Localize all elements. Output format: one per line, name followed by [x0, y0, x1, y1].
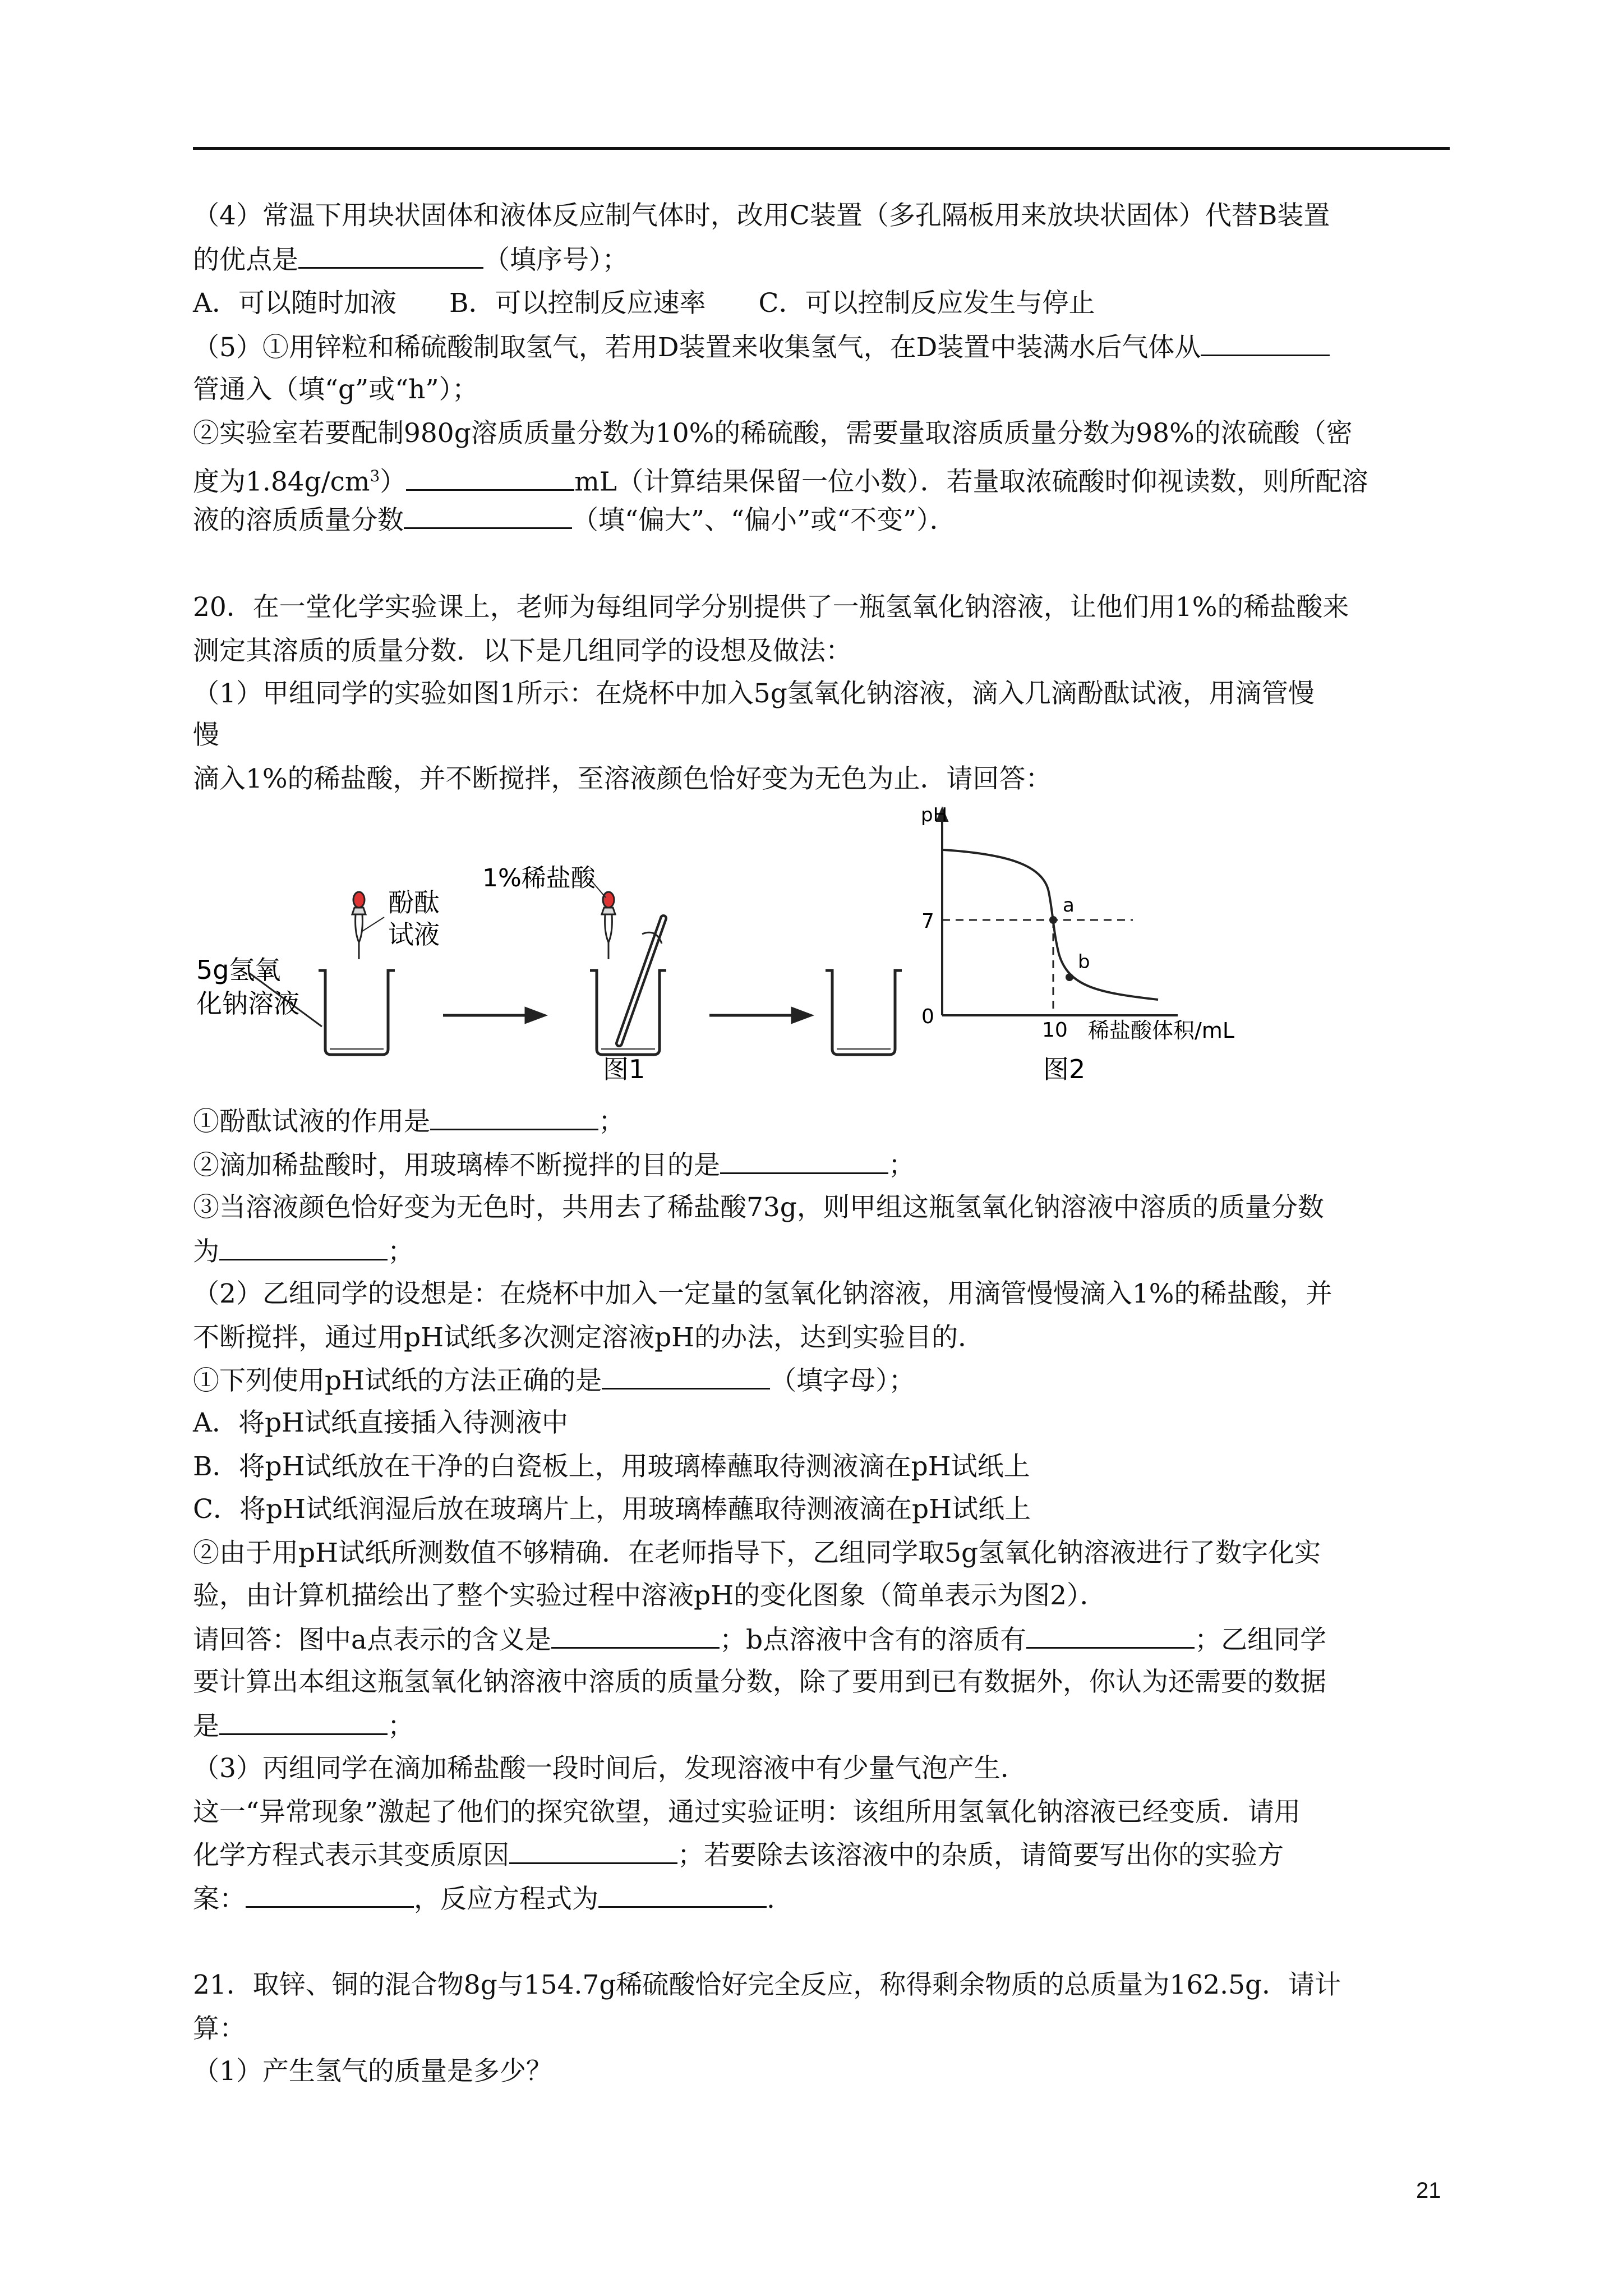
text-line: ③当溶液颜色恰好变为无色时，共用去了稀盐酸73g，则甲组这瓶氢氧化钠溶液中溶质的质量分数: [193, 1192, 1324, 1223]
answer-blank[interactable]: [720, 1143, 888, 1174]
beaker-3: [826, 970, 902, 1055]
figure-svg: [191, 802, 1267, 1083]
arrow-1: [443, 1009, 544, 1022]
x-axis-label: 稀盐酸体积/mL: [1088, 1018, 1234, 1043]
point-b-label: b: [1078, 951, 1090, 973]
phenol-label-2: 试液: [388, 919, 440, 950]
text-line: ①酚酞试液的作用是 ；: [193, 1099, 1450, 1144]
text-line: （1）甲组同学的实验如图1所示：在烧杯中加入5g氢氧化钠溶液，滴入几滴酚酞试液，用滴管慢: [193, 678, 1315, 709]
answer-blank[interactable]: [219, 1230, 388, 1260]
answer-blank[interactable]: [1201, 325, 1330, 356]
text-line: 化学方程式表示其变质原因 ；若要除去该溶液中的杂质，请简要写出你的实验方: [193, 1833, 1450, 1878]
header-rule: [193, 147, 1450, 150]
ph-curve: [943, 850, 1158, 1000]
hcl-label: 1%稀盐酸: [482, 864, 596, 892]
text-line: （1）产生氢气的质量是多少？: [193, 2056, 552, 2087]
text-line: A．可以随时加液 B．可以控制反应速率 C．可以控制反应发生与停止: [193, 288, 1095, 319]
text-line: 度为$1.84g/cm^3$） mL（计算结果保留一位小数）．若量取浓硫酸时仰视读数，则所配溶: [193, 454, 1450, 504]
answer-blank[interactable]: [406, 460, 574, 491]
naoh-label-1: 5g氢氧: [196, 955, 281, 985]
text-line: 是 ；: [193, 1704, 1450, 1749]
x-tick-10: 10: [1042, 1019, 1068, 1042]
text-line: 滴入1%的稀盐酸，并不断搅拌，至溶液颜色恰好变为无色为止．请回答：: [193, 763, 1052, 794]
answer-blank[interactable]: [509, 1833, 677, 1864]
point-a-marker: [1049, 916, 1057, 924]
answer-blank[interactable]: [602, 1359, 770, 1389]
answer-blank[interactable]: [298, 238, 483, 269]
text-line: ①下列使用pH试纸的方法正确的是 （填字母）；: [193, 1359, 1450, 1403]
answer-blank[interactable]: [430, 1099, 598, 1130]
text-line: 液的溶质质量分数 （填“偏大”、“偏小”或“不变”）．: [193, 498, 1450, 542]
option-line: B．将pH试纸放在干净的白瓷板上，用玻璃棒蘸取待测液滴在pH试纸上: [193, 1451, 1030, 1482]
fig1-caption: 图1: [603, 1054, 645, 1083]
beaker-1: [319, 970, 395, 1055]
question-20-line: 20．在一堂化学实验课上，老师为每组同学分别提供了一瓶氢氧化钠溶液，让他们用1%的稀盐酸来: [193, 592, 1349, 623]
text-line: 请回答：图中a点表示的含义是 ；b点溶液中含有的溶质有 ；乙组同学: [193, 1618, 1450, 1662]
answer-blank[interactable]: [404, 498, 572, 529]
point-b-marker: [1066, 973, 1073, 981]
text-line: （2）乙组同学的设想是：在烧杯中加入一定量的氢氧化钠溶液，用滴管慢慢滴入1%的稀盐酸，并: [193, 1278, 1332, 1309]
text-line: ②滴加稀盐酸时，用玻璃棒不断搅拌的目的是 ；: [193, 1143, 1450, 1188]
answer-blank[interactable]: [598, 1877, 767, 1908]
text-line: （5）①用锌粒和稀硫酸制取氢气，若用D装置来收集氢气，在D装置中装满水后气体从: [193, 325, 1450, 370]
answer-blank[interactable]: [219, 1704, 388, 1735]
text-line: 这一“异常现象”激起了他们的探究欲望，通过实验证明：该组所用氢氧化钠溶液已经变质．请用: [193, 1797, 1301, 1828]
text-line: 算：: [193, 2013, 246, 2044]
dropper-1: [352, 892, 366, 959]
point-a-label: a: [1063, 894, 1075, 917]
text-line: 要计算出本组这瓶氢氧化钠溶液中溶质的质量分数，除了要用到已有数据外，你认为还需要的数据: [193, 1667, 1326, 1697]
experiment-figure: [191, 802, 1267, 1083]
page-number: 21: [1416, 2178, 1441, 2203]
text-line: 测定其溶质的质量分数．以下是几组同学的设想及做法：: [193, 636, 852, 666]
fig2-caption: 图2: [1043, 1054, 1086, 1083]
naoh-label-2: 化钠溶液: [196, 988, 299, 1019]
origin-label: 0: [921, 1005, 934, 1028]
text-line: 的优点是 （填序号）；: [193, 238, 1450, 282]
answer-blank[interactable]: [551, 1618, 720, 1649]
text-line: ②实验室若要配制980g溶质质量分数为10%的稀硫酸，需要量取溶质质量分数为98%的浓硫酸（密: [193, 418, 1353, 449]
y-tick-7: 7: [921, 910, 934, 933]
ph-axis-label: pH: [921, 804, 948, 826]
text-line: 慢: [193, 720, 219, 751]
answer-blank[interactable]: [246, 1877, 414, 1908]
text-line: 管通入（填“g”或“h”）；: [193, 374, 478, 405]
option-line: A．将pH试纸直接插入待测液中: [193, 1407, 569, 1438]
ph-graph: [937, 808, 1178, 1015]
text-line: 案： ，反应方程式为 .: [193, 1877, 1450, 1921]
text-line: （4）常温下用块状固体和液体反应制气体时，改用C装置（多孔隔板用来放块状固体）代替B装置: [193, 200, 1330, 231]
text-line: 不断搅拌，通过用pH试纸多次测定溶液pH的办法，达到实验目的．: [193, 1322, 985, 1353]
phenol-label-1: 酚酞: [388, 887, 440, 918]
text-line: ②由于用pH试纸所测数值不够精确．在老师指导下，乙组同学取5g氢氧化钠溶液进行了数字化实: [193, 1538, 1321, 1568]
arrow-2: [709, 1009, 810, 1022]
answer-blank[interactable]: [1026, 1618, 1195, 1649]
dropper-2: [602, 892, 615, 959]
text-line: （3）丙组同学在滴加稀盐酸一段时间后，发现溶液中有少量气泡产生．: [193, 1753, 1027, 1784]
question-21-line: 21．取锌、铜的混合物8g与154.7g稀硫酸恰好完全反应，称得剩余物质的总质量为162.5g．请计: [193, 1970, 1341, 2000]
option-line: C．将pH试纸润湿后放在玻璃片上，用玻璃棒蘸取待测液滴在pH试纸上: [193, 1494, 1031, 1525]
text-line: 为 ；: [193, 1230, 1450, 1274]
text-line: 验，由计算机描绘出了整个实验过程中溶液pH的变化图象（简单表示为图2）．: [193, 1580, 1106, 1611]
